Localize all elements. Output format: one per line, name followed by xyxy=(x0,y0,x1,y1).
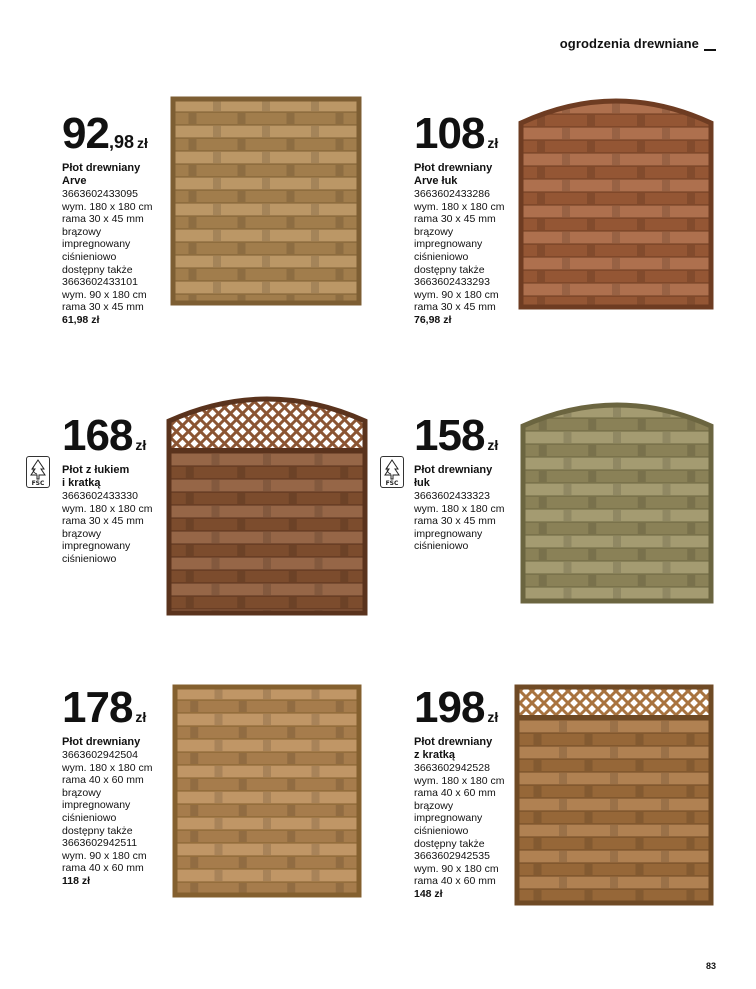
product-details xyxy=(62,490,172,566)
detail-line: 3663602433293 xyxy=(414,276,490,289)
price xyxy=(62,683,172,732)
fence-image xyxy=(518,400,716,606)
product-card xyxy=(414,683,524,901)
detail-line: 3663602942535 xyxy=(414,850,490,863)
detail-line: wym. 90 x 180 cm xyxy=(414,288,499,301)
detail-line: rama 30 x 45 mm xyxy=(414,515,496,528)
fsc-text: FSC xyxy=(385,480,399,487)
product-details xyxy=(62,188,172,327)
product-details xyxy=(414,490,524,553)
price-main: 108 xyxy=(414,109,485,158)
detail-line: wym. 90 x 180 cm xyxy=(62,288,147,301)
product-name xyxy=(414,464,514,490)
fsc-badge xyxy=(26,456,50,488)
fence-image xyxy=(516,96,716,312)
detail-line: wym. 180 x 180 cm xyxy=(62,502,153,515)
alt-price: 61,98 zł xyxy=(62,313,100,326)
detail-line: wym. 90 x 180 cm xyxy=(414,862,499,875)
product-name-line: Płot z łukiem xyxy=(62,464,130,476)
detail-line: impregnowany xyxy=(414,238,483,251)
fence-image xyxy=(512,682,716,908)
fsc-tree-icon xyxy=(381,457,403,487)
product-name xyxy=(62,736,162,749)
detail-line: 3663602433286 xyxy=(414,188,490,200)
fsc-tree-icon xyxy=(27,457,49,487)
fence-image xyxy=(170,682,364,900)
detail-line: rama 30 x 45 mm xyxy=(414,301,496,314)
detail-line: rama 40 x 60 mm xyxy=(62,862,144,875)
detail-line: 3663602942504 xyxy=(62,749,138,761)
price-main: 198 xyxy=(414,683,485,732)
price-currency: zł xyxy=(135,709,147,725)
product-name-line: Arve łuk xyxy=(414,175,458,187)
detail-line: impregnowany xyxy=(62,799,131,812)
detail-line: ciśnieniowo xyxy=(62,552,117,565)
alt-price: 148 zł xyxy=(414,887,443,900)
detail-line: rama 30 x 45 mm xyxy=(414,213,496,226)
product-card xyxy=(62,683,172,888)
alt-price: 118 zł xyxy=(62,874,91,887)
price-currency: zł xyxy=(136,135,148,151)
detail-line: impregnowany xyxy=(414,527,483,540)
product-details xyxy=(414,762,524,901)
detail-line: 3663602433323 xyxy=(414,490,490,502)
fence-image xyxy=(168,94,364,308)
detail-line: rama 40 x 60 mm xyxy=(414,875,496,888)
product-name-line: Płot drewniany xyxy=(62,162,141,174)
product-name-line: Płot drewniany xyxy=(414,464,493,476)
price-main: 158 xyxy=(414,411,485,460)
price-main: 92 xyxy=(62,109,109,158)
product-name-line: i kratką xyxy=(62,477,101,489)
price xyxy=(62,411,172,460)
page-number: 83 xyxy=(705,961,716,971)
price-currency: zł xyxy=(135,437,147,453)
price xyxy=(62,109,172,158)
section-title: ogrodzenia drewniane xyxy=(560,36,716,51)
product-name-line: z kratką xyxy=(414,749,455,761)
product-card xyxy=(414,109,524,327)
product-card xyxy=(62,411,172,566)
detail-line: brązowy xyxy=(62,225,102,238)
detail-line: ciśnieniowo xyxy=(414,250,469,263)
detail-line: dostępny także xyxy=(414,837,485,850)
detail-line: dostępny także xyxy=(62,263,133,276)
detail-line: rama 40 x 60 mm xyxy=(62,774,144,787)
detail-line: wym. 180 x 180 cm xyxy=(62,761,153,774)
alt-price: 76,98 zł xyxy=(414,313,452,326)
detail-line: impregnowany xyxy=(62,238,131,251)
detail-line: 3663602433101 xyxy=(62,276,138,289)
detail-line: dostępny także xyxy=(62,824,133,837)
detail-line: 3663602942511 xyxy=(62,837,138,850)
detail-line: brązowy xyxy=(414,225,454,238)
detail-line: rama 40 x 60 mm xyxy=(414,787,496,800)
product-name xyxy=(62,162,162,188)
product-name-line: Arve xyxy=(62,175,87,187)
detail-line: ciśnieniowo xyxy=(414,540,469,553)
price xyxy=(414,683,524,732)
product-name xyxy=(414,162,514,188)
detail-line: impregnowany xyxy=(62,540,131,553)
detail-line: wym. 180 x 180 cm xyxy=(414,502,505,515)
product-name xyxy=(62,464,162,490)
detail-line: rama 30 x 45 mm xyxy=(62,515,144,528)
fsc-badge xyxy=(380,456,404,488)
price xyxy=(414,109,524,158)
detail-line: wym. 90 x 180 cm xyxy=(62,849,147,862)
detail-line: wym. 180 x 180 cm xyxy=(62,200,153,213)
product-name-line: Płot drewniany xyxy=(414,162,493,174)
detail-line: rama 30 x 45 mm xyxy=(62,213,144,226)
product-name-line: Płot drewniany xyxy=(62,736,141,748)
fence-image xyxy=(164,394,370,618)
product-name xyxy=(414,736,514,762)
detail-line: wym. 180 x 180 cm xyxy=(414,774,505,787)
price-currency: zł xyxy=(487,437,499,453)
detail-line: brązowy xyxy=(62,786,102,799)
detail-line: ciśnieniowo xyxy=(62,250,117,263)
price-currency: zł xyxy=(487,135,499,151)
price-decimal: ,98 xyxy=(108,132,134,152)
detail-line: 3663602433330 xyxy=(62,490,138,502)
product-name-line: Płot drewniany xyxy=(414,736,493,748)
detail-line: rama 30 x 45 mm xyxy=(62,301,144,314)
detail-line: ciśnieniowo xyxy=(62,811,117,824)
price-main: 178 xyxy=(62,683,133,732)
product-card xyxy=(414,411,524,553)
price-currency: zł xyxy=(487,709,499,725)
fsc-text: FSC xyxy=(31,480,45,487)
product-details xyxy=(62,749,172,888)
detail-line: brązowy xyxy=(414,799,454,812)
detail-line: impregnowany xyxy=(414,812,483,825)
product-name-line: łuk xyxy=(414,477,430,489)
detail-line: ciśnieniowo xyxy=(414,824,469,837)
detail-line: dostępny także xyxy=(414,263,485,276)
price xyxy=(414,411,524,460)
detail-line: 3663602942528 xyxy=(414,762,490,774)
price-main: 168 xyxy=(62,411,133,460)
detail-line: brązowy xyxy=(62,527,102,540)
product-details xyxy=(414,188,524,327)
detail-line: wym. 180 x 180 cm xyxy=(414,200,505,213)
detail-line: 3663602433095 xyxy=(62,188,138,200)
product-card xyxy=(62,109,172,327)
